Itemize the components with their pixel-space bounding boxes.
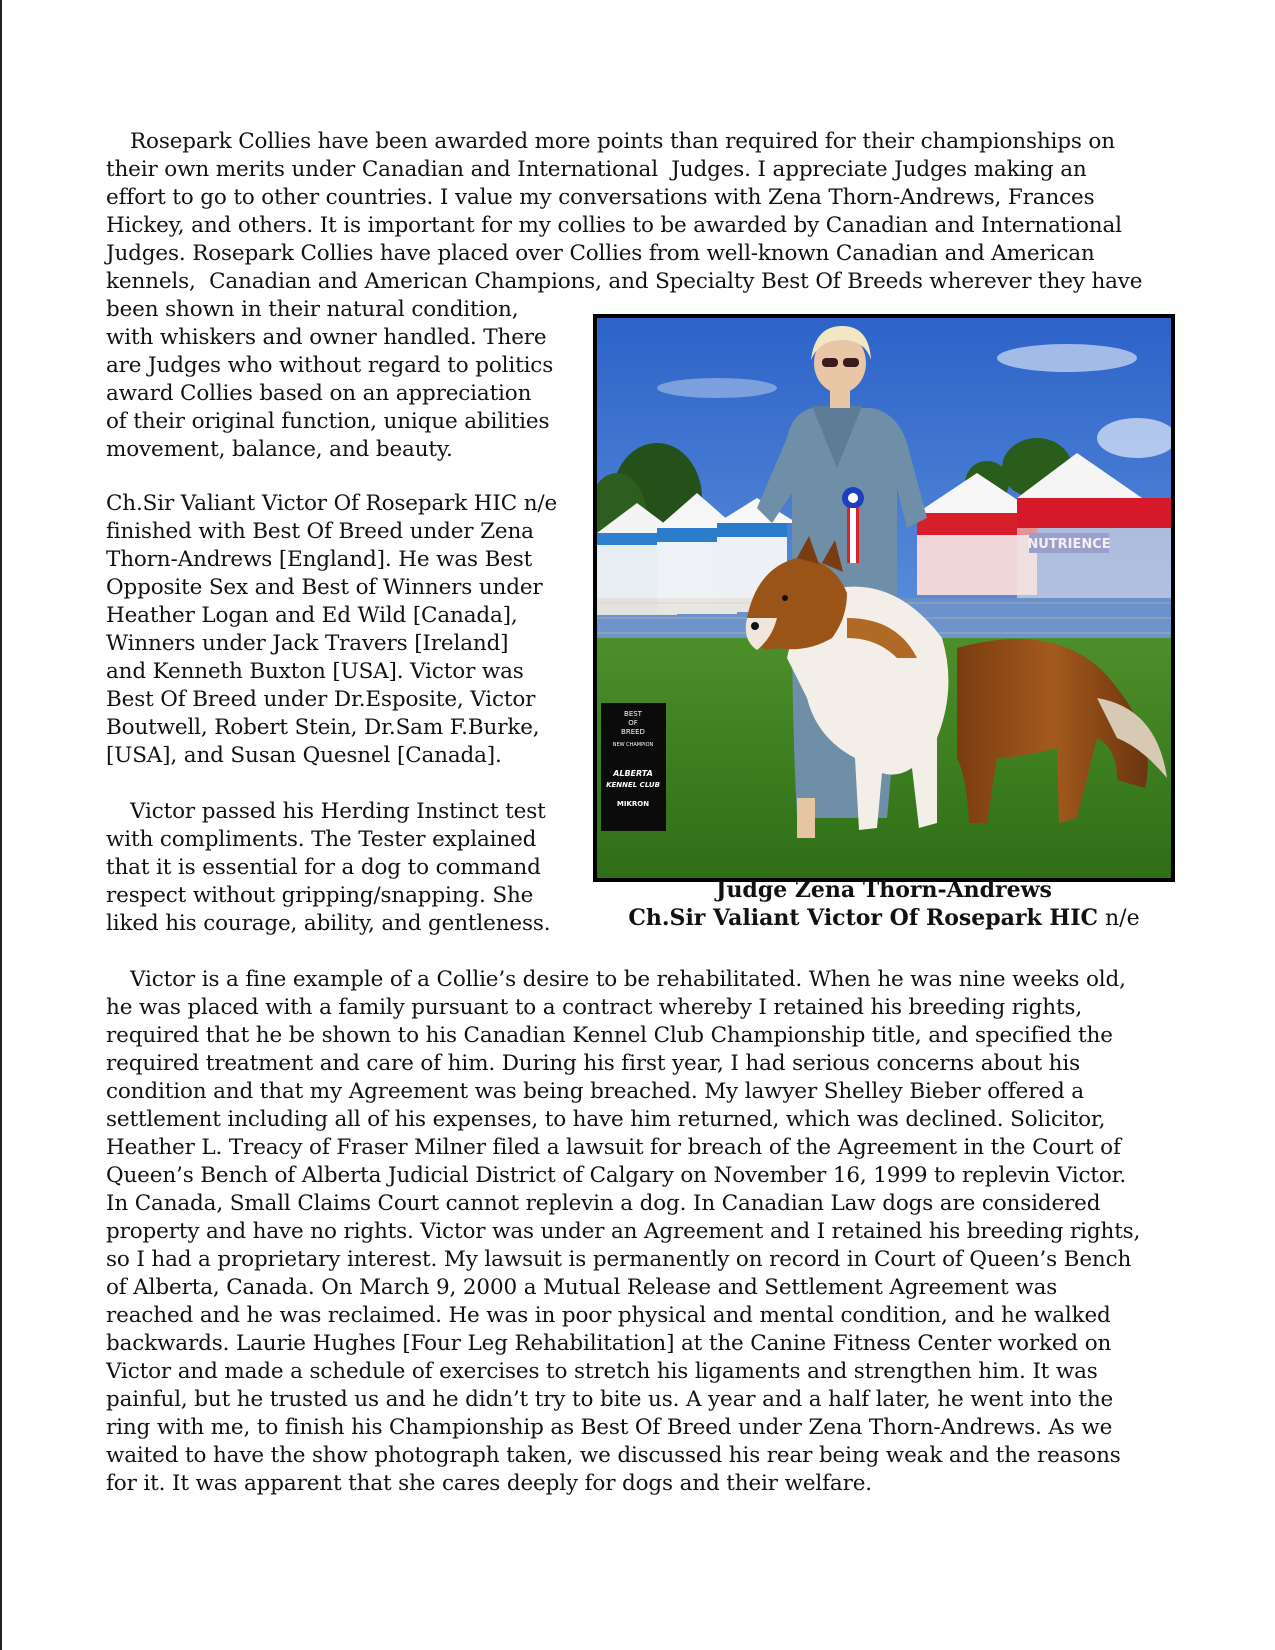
sign-text: BEST [624,710,642,718]
text-line: of their original function, unique abilities [106,409,550,434]
show-photograph [593,314,1175,882]
text-line: with compliments. The Tester explained [106,827,537,852]
text-line: that it is essential for a dog to command [106,855,541,880]
caption-dog-name: Ch.Sir Valiant Victor Of Rosepark HIC [628,905,1099,931]
text-line: Victor passed his Herding Instinct test [130,799,546,824]
text-line: he was placed with a family pursuant to a contract whereby I retained his breeding rights, [106,995,1083,1020]
text-line: In Canada, Small Claims Court cannot replevin a dog. In Canadian Law dogs are considered [106,1191,1101,1216]
text-line: [USA], and Susan Quesnel [Canada]. [106,743,502,768]
text-line: of Alberta, Canada. On March 9, 2000 a Mutual Release and Settlement Agreement was [106,1275,1058,1300]
text-line: Best Of Breed under Dr.Esposite, Victor [106,687,536,712]
text-line: been shown in their natural condition, [106,297,519,322]
text-line: Opposite Sex and Best of Winners under [106,575,543,600]
photo-caption-dog [593,904,1175,933]
text-line: Winners under Jack Travers [Ireland] [106,631,509,656]
page-left-edge [0,0,2,1650]
text-line: Queen’s Bench of Alberta Judicial District of Calgary on November 16, 1999 to replevin Victor. [106,1163,1127,1188]
text-line: Ch.Sir Valiant Victor Of Rosepark HIC n/e [106,491,558,516]
text-line: movement, balance, and beauty. [106,437,453,462]
text-line: Victor and made a schedule of exercises to stretch his ligaments and strengthen him. It was [106,1359,1098,1384]
text-line: waited to have the show photograph taken, we discussed his rear being weak and the reasons [106,1443,1121,1468]
text-line: their own merits under Canadian and International Judges. I appreciate Judges making an [106,157,1087,182]
text-line: kennels, Canadian and American Champions, and Specialty Best Of Breeds wherever they have [106,269,1143,294]
text-line: Victor is a fine example of a Collie’s desire to be rehabilitated. When he was nine weeks old, [130,967,1126,992]
text-line: respect without gripping/snapping. She [106,883,534,908]
sign-text: ALBERTA [613,769,653,778]
photo-caption-judge [593,876,1175,905]
caption-line: Judge Zena Thorn-Andrews [716,877,1052,903]
text-line: Hickey, and others. It is important for my collies to be awarded by Canadian and International [106,213,1122,238]
text-line: and Kenneth Buxton [USA]. Victor was [106,659,524,684]
text-line: settlement including all of his expenses, to have him returned, which was declined. Solicitor, [106,1107,1106,1132]
text-line: Heather Logan and Ed Wild [Canada], [106,603,518,628]
caption-suffix: n/e [1098,906,1140,931]
sign-text: OF [628,719,638,727]
text-line: required treatment and care of him. During his first year, I had serious concerns about his [106,1051,1080,1076]
text-line: so I had a proprietary interest. My lawsuit is permanently on record in Court of Queen’s Bench [106,1247,1132,1272]
text-line: required that he be shown to his Canadian Kennel Club Championship title, and specified the [106,1023,1113,1048]
text-line: reached and he was reclaimed. He was in poor physical and mental condition, and he walked [106,1303,1111,1328]
sign-text: BREED [621,728,645,736]
text-line: for it. It was apparent that she cares deeply for dogs and their welfare. [106,1471,872,1496]
text-line: award Collies based on an appreciation [106,381,532,406]
text-line: Rosepark Collies have been awarded more points than required for their championships on [130,129,1115,154]
text-line: Heather L. Treacy of Fraser Milner filed a lawsuit for breach of the Agreement in the Court of [106,1135,1121,1160]
text-line: liked his courage, ability, and gentleness. [106,911,551,936]
text-line: Thorn-Andrews [England]. He was Best [106,547,533,572]
photo-illustration [597,318,1171,878]
sign-text: KENNEL CLUB [606,781,660,789]
text-line: are Judges who without regard to politics [106,353,554,378]
text-line: with whiskers and owner handled. There [106,325,547,350]
text-line: Boutwell, Robert Stein, Dr.Sam F.Burke, [106,715,540,740]
text-line: finished with Best Of Breed under Zena [106,519,534,544]
text-line: backwards. Laurie Hughes [Four Leg Rehabilitation] at the Canine Fitness Center worked on [106,1331,1112,1356]
text-line: Judges. Rosepark Collies have placed over Collies from well-known Canadian and American [106,241,1095,266]
text-line: effort to go to other countries. I value my conversations with Zena Thorn-Andrews, Frances [106,185,1095,210]
text-line: condition and that my Agreement was being breached. My lawyer Shelley Bieber offered a [106,1079,1084,1104]
text-line: ring with me, to finish his Championship as Best Of Breed under Zena Thorn-Andrews. As we [106,1415,1113,1440]
text-line: painful, but he trusted us and he didn’t try to bite us. A year and a half later, he went into the [106,1387,1114,1412]
sign-text: MIKRON [616,800,650,808]
text-line: property and have no rights. Victor was under an Agreement and I retained his breeding rights, [106,1219,1141,1244]
sign-text: NEW CHAMPION [612,742,654,748]
